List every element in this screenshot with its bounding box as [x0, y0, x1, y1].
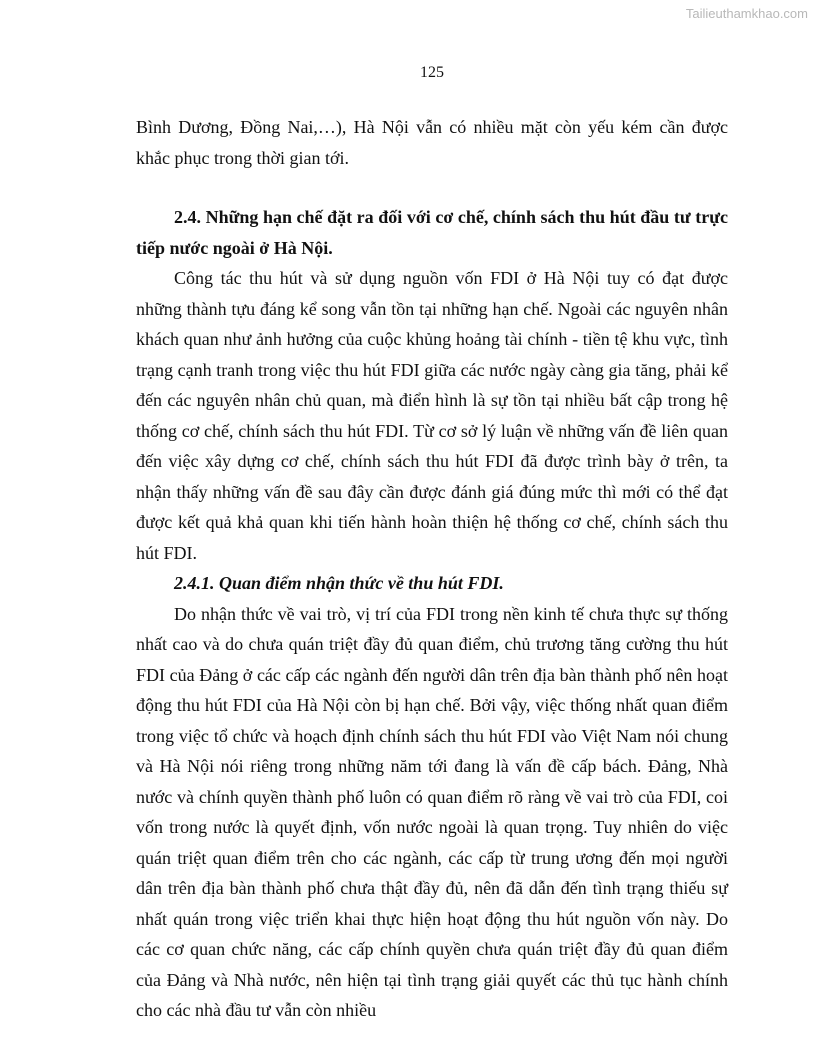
- watermark: Tailieuthamkhao.com: [685, 6, 808, 21]
- subsection-heading: 2.4.1. Quan điểm nhận thức về thu hút FDI.: [174, 573, 504, 593]
- section-heading: 2.4. Những hạn chế đặt ra đối với cơ chế, chính sách thu hút đầu tư trực tiếp nước ngoài ở Hà Nội.: [136, 207, 728, 258]
- document-body: [136, 112, 728, 1026]
- intro-paragraph: Bình Dương, Đồng Nai,…), Hà Nội vẫn có nhiều mặt còn yếu kém cần được khắc phục trong thời gian tới.: [136, 117, 728, 168]
- section-paragraph: Công tác thu hút và sử dụng nguồn vốn FDI ở Hà Nội tuy có đạt được những thành tựu đáng kể song vẫn tồn tại những hạn chế. Ngoài các nguyên nhân khách quan như ảnh hưởng của cuộc khủng hoảng tài chính - tiền tệ khu vực, tình trạng cạnh tranh trong việc thu hút FDI giữa các nước ngày càng gia tăng, phải kể đến các nguyên nhân chủ quan, mà điển hình là sự tồn tại nhiều bất cập trong hệ thống cơ chế, chính sách thu hút FDI. Từ cơ sở lý luận về những vấn đề liên quan đến việc xây dựng cơ chế, chính sách thu hút FDI đã được trình bày ở trên, ta nhận thấy những vấn đề sau đây cần được đánh giá đúng mức thì mới có thể đạt được kết quả khả quan khi tiến hành hoàn thiện hệ thống cơ chế, chính sách thu hút FDI.: [136, 268, 728, 563]
- subsection-paragraph: Do nhận thức về vai trò, vị trí của FDI trong nền kinh tế chưa thực sự thống nhất cao và do chưa quán triệt đầy đủ quan điểm, chủ trương tăng cường thu hút FDI của Đảng ở các cấp các ngành đến người dân trên địa bàn thành phố nên hoạt động thu hút FDI của Hà Nội còn bị hạn chế. Bởi vậy, việc thống nhất quan điểm trong việc tổ chức và hoạch định chính sách thu hút FDI vào Việt Nam nói chung và Hà Nội nói riêng trong những năm tới đang là vấn đề cấp bách. Đảng, Nhà nước và chính quyền thành phố luôn có quan điểm rõ ràng về vai trò của FDI, coi vốn trong nước là quyết định, vốn nước ngoài là quan trọng. Tuy nhiên do việc quán triệt quan điểm trên cho các ngành, các cấp từ trung ương đến mọi người dân trên địa bàn thành phố chưa thật đầy đủ, nên đã dẫn đến tình trạng thiếu sự nhất quán trong việc triển khai thực hiện hoạt động thu hút nguồn vốn này. Do các cơ quan chức năng, các cấp chính quyền chưa quán triệt đầy đủ quan điểm của Đảng và Nhà nước, nên hiện tại tình trạng giải quyết các thủ tục hành chính cho các nhà đầu tư vẫn còn nhiều: [136, 603, 728, 1020]
- page-number: 125: [420, 64, 444, 81]
